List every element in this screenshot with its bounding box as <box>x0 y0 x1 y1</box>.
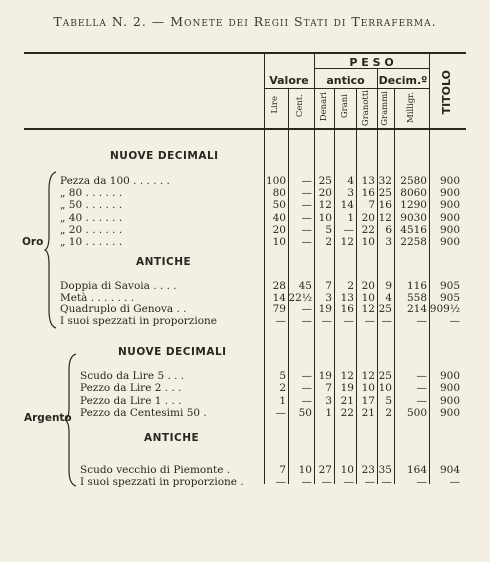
cell-grt: 10 <box>361 382 375 395</box>
cell-grt: 10 <box>361 236 375 248</box>
table-row <box>0 315 490 327</box>
cell-cent: 22½ <box>288 291 312 304</box>
cell-mil: 116 <box>406 280 427 292</box>
cell-tit: 900 <box>439 211 460 224</box>
cell-den: 19 <box>318 370 332 382</box>
cell-den: 20 <box>318 187 332 200</box>
cell-mil: — <box>416 476 427 488</box>
cell-grt: 10 <box>361 291 375 304</box>
table-row <box>0 303 490 315</box>
cell-mil: — <box>416 370 427 382</box>
coin-name: „ 80 . . . . . . <box>60 187 123 200</box>
header-valore: Valore <box>269 74 309 87</box>
cell-mil: — <box>416 382 427 395</box>
top-rule-thick <box>24 52 466 54</box>
cell-den: 10 <box>318 211 332 224</box>
cell-den: 2 <box>325 236 332 248</box>
cell-den: 27 <box>318 464 332 476</box>
cell-tit: 900 <box>439 223 460 236</box>
cell-grm: 25 <box>378 370 392 382</box>
cell-den: 7 <box>325 280 332 292</box>
cell-grt: — <box>364 476 375 488</box>
cell-mil: 558 <box>406 291 427 304</box>
coin-name: Pezza da 100 . . . . . . <box>60 175 170 187</box>
coin-name: Pezzo da Lire 2 . . . <box>80 382 182 395</box>
cell-grt: 7 <box>368 199 375 212</box>
cell-grm: 3 <box>385 236 392 248</box>
coin-name: I suoi spezzati in proporzione . <box>80 476 244 488</box>
argento-nuove-title: NUOVE DECIMALI <box>118 346 227 358</box>
cell-tit: 905 <box>439 280 460 292</box>
oro-nuove-title: NUOVE DECIMALI <box>110 150 219 162</box>
header-milligr: Milligr. <box>406 92 416 123</box>
cell-den: 3 <box>325 394 332 407</box>
header-titolo: TITOLO <box>440 70 453 115</box>
header-decim: Decim.º <box>378 74 428 87</box>
cell-lire: 79 <box>272 303 286 315</box>
cell-lire: 20 <box>272 223 286 236</box>
cell-gra: 21 <box>340 394 354 407</box>
cell-tit: 904 <box>439 464 460 476</box>
header-grammi: Grammi <box>380 91 390 126</box>
cell-cent: 45 <box>298 280 312 292</box>
cell-mil: 500 <box>406 406 427 419</box>
header-granotti: Granotti <box>361 90 371 127</box>
table-row <box>0 382 490 394</box>
cell-gra: 2 <box>347 280 354 292</box>
cell-gra: 14 <box>340 199 354 212</box>
cell-grm: 9 <box>385 280 392 292</box>
cell-mil: — <box>416 394 427 407</box>
table-row <box>0 236 490 248</box>
cell-gra: 10 <box>340 464 354 476</box>
cell-lire: 14 <box>272 291 286 304</box>
group-label-oro: Oro <box>22 236 44 248</box>
table-row <box>0 199 490 211</box>
cell-gra: 12 <box>340 236 354 248</box>
cell-grt: 12 <box>361 303 375 315</box>
coin-name: „ 40 . . . . . . <box>60 211 123 224</box>
cell-gra: — <box>343 314 354 327</box>
cell-gra: 19 <box>340 382 354 395</box>
cell-cent: — <box>301 476 312 488</box>
table-row <box>0 280 490 292</box>
cell-mil: 4516 <box>400 223 427 236</box>
header-denari: Denari <box>319 92 329 122</box>
cell-cent: 50 <box>298 406 312 419</box>
cell-lire: 50 <box>272 199 286 212</box>
cell-tit: 900 <box>439 394 460 407</box>
cell-den: 7 <box>325 382 332 395</box>
cell-lire: 7 <box>279 464 286 476</box>
cell-tit: — <box>449 314 460 327</box>
header-lire: Lire <box>270 96 280 114</box>
cell-cent: — <box>301 187 312 200</box>
col-sep-granotti <box>377 69 378 484</box>
cell-grt: 22 <box>361 223 375 236</box>
col-sep-label <box>264 54 265 484</box>
cell-lire: 40 <box>272 211 286 224</box>
table-row <box>0 407 490 419</box>
cell-gra: 12 <box>340 370 354 382</box>
cell-cent: — <box>301 236 312 248</box>
cell-tit: 900 <box>439 370 460 382</box>
cell-gra: — <box>343 476 354 488</box>
cell-gra: 1 <box>347 211 354 224</box>
header-antico: antico <box>326 74 365 87</box>
cell-grm: 4 <box>385 291 392 304</box>
cell-grm: 10 <box>378 382 392 395</box>
cell-mil: 2258 <box>400 236 427 248</box>
group-label-argento: Argento <box>24 412 72 424</box>
cell-tit: 900 <box>439 187 460 200</box>
table-row <box>0 395 490 407</box>
cell-grt: 16 <box>361 187 375 200</box>
cell-tit: 905 <box>439 291 460 304</box>
cell-grm: 16 <box>378 199 392 212</box>
cell-grt: 20 <box>361 211 375 224</box>
cell-mil: — <box>416 314 427 327</box>
header-cent: Cent. <box>295 94 305 118</box>
cell-tit: 900 <box>439 236 460 248</box>
coin-name: I suoi spezzati in proporzione <box>60 314 217 327</box>
cell-den: — <box>321 314 332 327</box>
table-row <box>0 212 490 224</box>
table-row <box>0 476 490 488</box>
cell-gra: — <box>343 223 354 236</box>
cell-mil: 164 <box>406 464 427 476</box>
cell-lire: — <box>275 406 286 419</box>
cell-tit: 900 <box>439 175 460 187</box>
col-sep-cent <box>314 54 315 484</box>
cell-lire: — <box>275 476 286 488</box>
coin-name: Doppia di Savoia . . . . <box>60 280 177 292</box>
cell-gra: 16 <box>340 303 354 315</box>
cell-lire: 5 <box>279 370 286 382</box>
cell-grm: — <box>381 314 392 327</box>
col-sep-milligr <box>429 54 430 484</box>
cell-tit: 900 <box>439 199 460 212</box>
cell-lire: 28 <box>272 280 286 292</box>
cell-den: 12 <box>318 199 332 212</box>
cell-den: 3 <box>325 291 332 304</box>
cell-den: — <box>321 476 332 488</box>
cell-grt: 20 <box>361 280 375 292</box>
coin-name: Scudo vecchio di Piemonte . <box>80 464 231 476</box>
coin-name: Metà . . . . . . . <box>60 291 135 304</box>
cell-mil: 2580 <box>400 175 427 187</box>
cell-cent: — <box>301 175 312 187</box>
cell-tit: 900 <box>439 406 460 419</box>
cell-grm: 5 <box>385 394 392 407</box>
cell-tit: 909½ <box>429 303 460 315</box>
cell-den: 25 <box>318 175 332 187</box>
cell-den: 5 <box>325 223 332 236</box>
table-row <box>0 224 490 236</box>
cell-grm: 2 <box>385 406 392 419</box>
cell-lire: 80 <box>272 187 286 200</box>
cell-tit: — <box>449 476 460 488</box>
table-row <box>0 370 490 382</box>
cell-grt: 12 <box>361 370 375 382</box>
cell-grm: 32 <box>378 175 392 187</box>
cell-grm: 12 <box>378 211 392 224</box>
coin-name: Quadruplo di Genova . . <box>60 303 187 315</box>
coin-name: Scudo da Lire 5 . . . <box>80 370 185 382</box>
cell-gra: 4 <box>347 175 354 187</box>
cell-grt: 13 <box>361 175 375 187</box>
table-row <box>0 292 490 304</box>
cell-grt: 23 <box>361 464 375 476</box>
cell-grm: 25 <box>378 303 392 315</box>
oro-antiche-title: ANTICHE <box>136 256 192 268</box>
cell-lire: 2 <box>279 382 286 395</box>
cell-mil: 9030 <box>400 211 427 224</box>
cell-lire: — <box>275 314 286 327</box>
cell-cent: 10 <box>298 464 312 476</box>
cell-grm: 6 <box>385 223 392 236</box>
cell-mil: 1290 <box>400 199 427 212</box>
page-title: Tabella N. 2. — Monete dei Regii Stati di Terraferma. <box>53 14 437 29</box>
table-row <box>0 464 490 476</box>
cell-den: 1 <box>325 406 332 419</box>
cell-grt: 21 <box>361 406 375 419</box>
table-row <box>0 175 490 187</box>
cell-grm: 25 <box>378 187 392 200</box>
cell-cent: — <box>301 303 312 315</box>
cell-cent: — <box>301 223 312 236</box>
header-bottom-rule-thick <box>24 128 466 130</box>
cell-grt: — <box>364 314 375 327</box>
cell-lire: 10 <box>272 236 286 248</box>
cell-grm: — <box>381 476 392 488</box>
cell-cent: — <box>301 382 312 395</box>
cell-gra: 13 <box>340 291 354 304</box>
coin-name: „ 50 . . . . . . <box>60 199 123 212</box>
header-grani: Grani <box>340 94 350 119</box>
cell-cent: — <box>301 370 312 382</box>
argento-antiche-title: ANTICHE <box>144 432 200 444</box>
cell-mil: 214 <box>406 303 427 315</box>
table-row <box>0 187 490 199</box>
cell-lire: 1 <box>279 394 286 407</box>
cell-cent: — <box>301 199 312 212</box>
cell-cent: — <box>301 211 312 224</box>
coin-name: Pezzo da Centesimi 50 . <box>80 406 207 419</box>
cell-mil: 8060 <box>400 187 427 200</box>
cell-grm: 35 <box>378 464 392 476</box>
cell-grt: 17 <box>361 394 375 407</box>
coin-name: „ 10 . . . . . . <box>60 236 123 248</box>
cell-tit: 900 <box>439 382 460 395</box>
header-peso: P E S O <box>349 56 394 69</box>
cell-gra: 22 <box>340 406 354 419</box>
cell-den: 19 <box>318 303 332 315</box>
cell-cent: — <box>301 314 312 327</box>
cell-cent: — <box>301 394 312 407</box>
coin-name: Pezzo da Lire 1 . . . <box>80 394 182 407</box>
cell-lire: 100 <box>265 175 286 187</box>
coin-name: „ 20 . . . . . . <box>60 223 123 236</box>
cell-gra: 3 <box>347 187 354 200</box>
